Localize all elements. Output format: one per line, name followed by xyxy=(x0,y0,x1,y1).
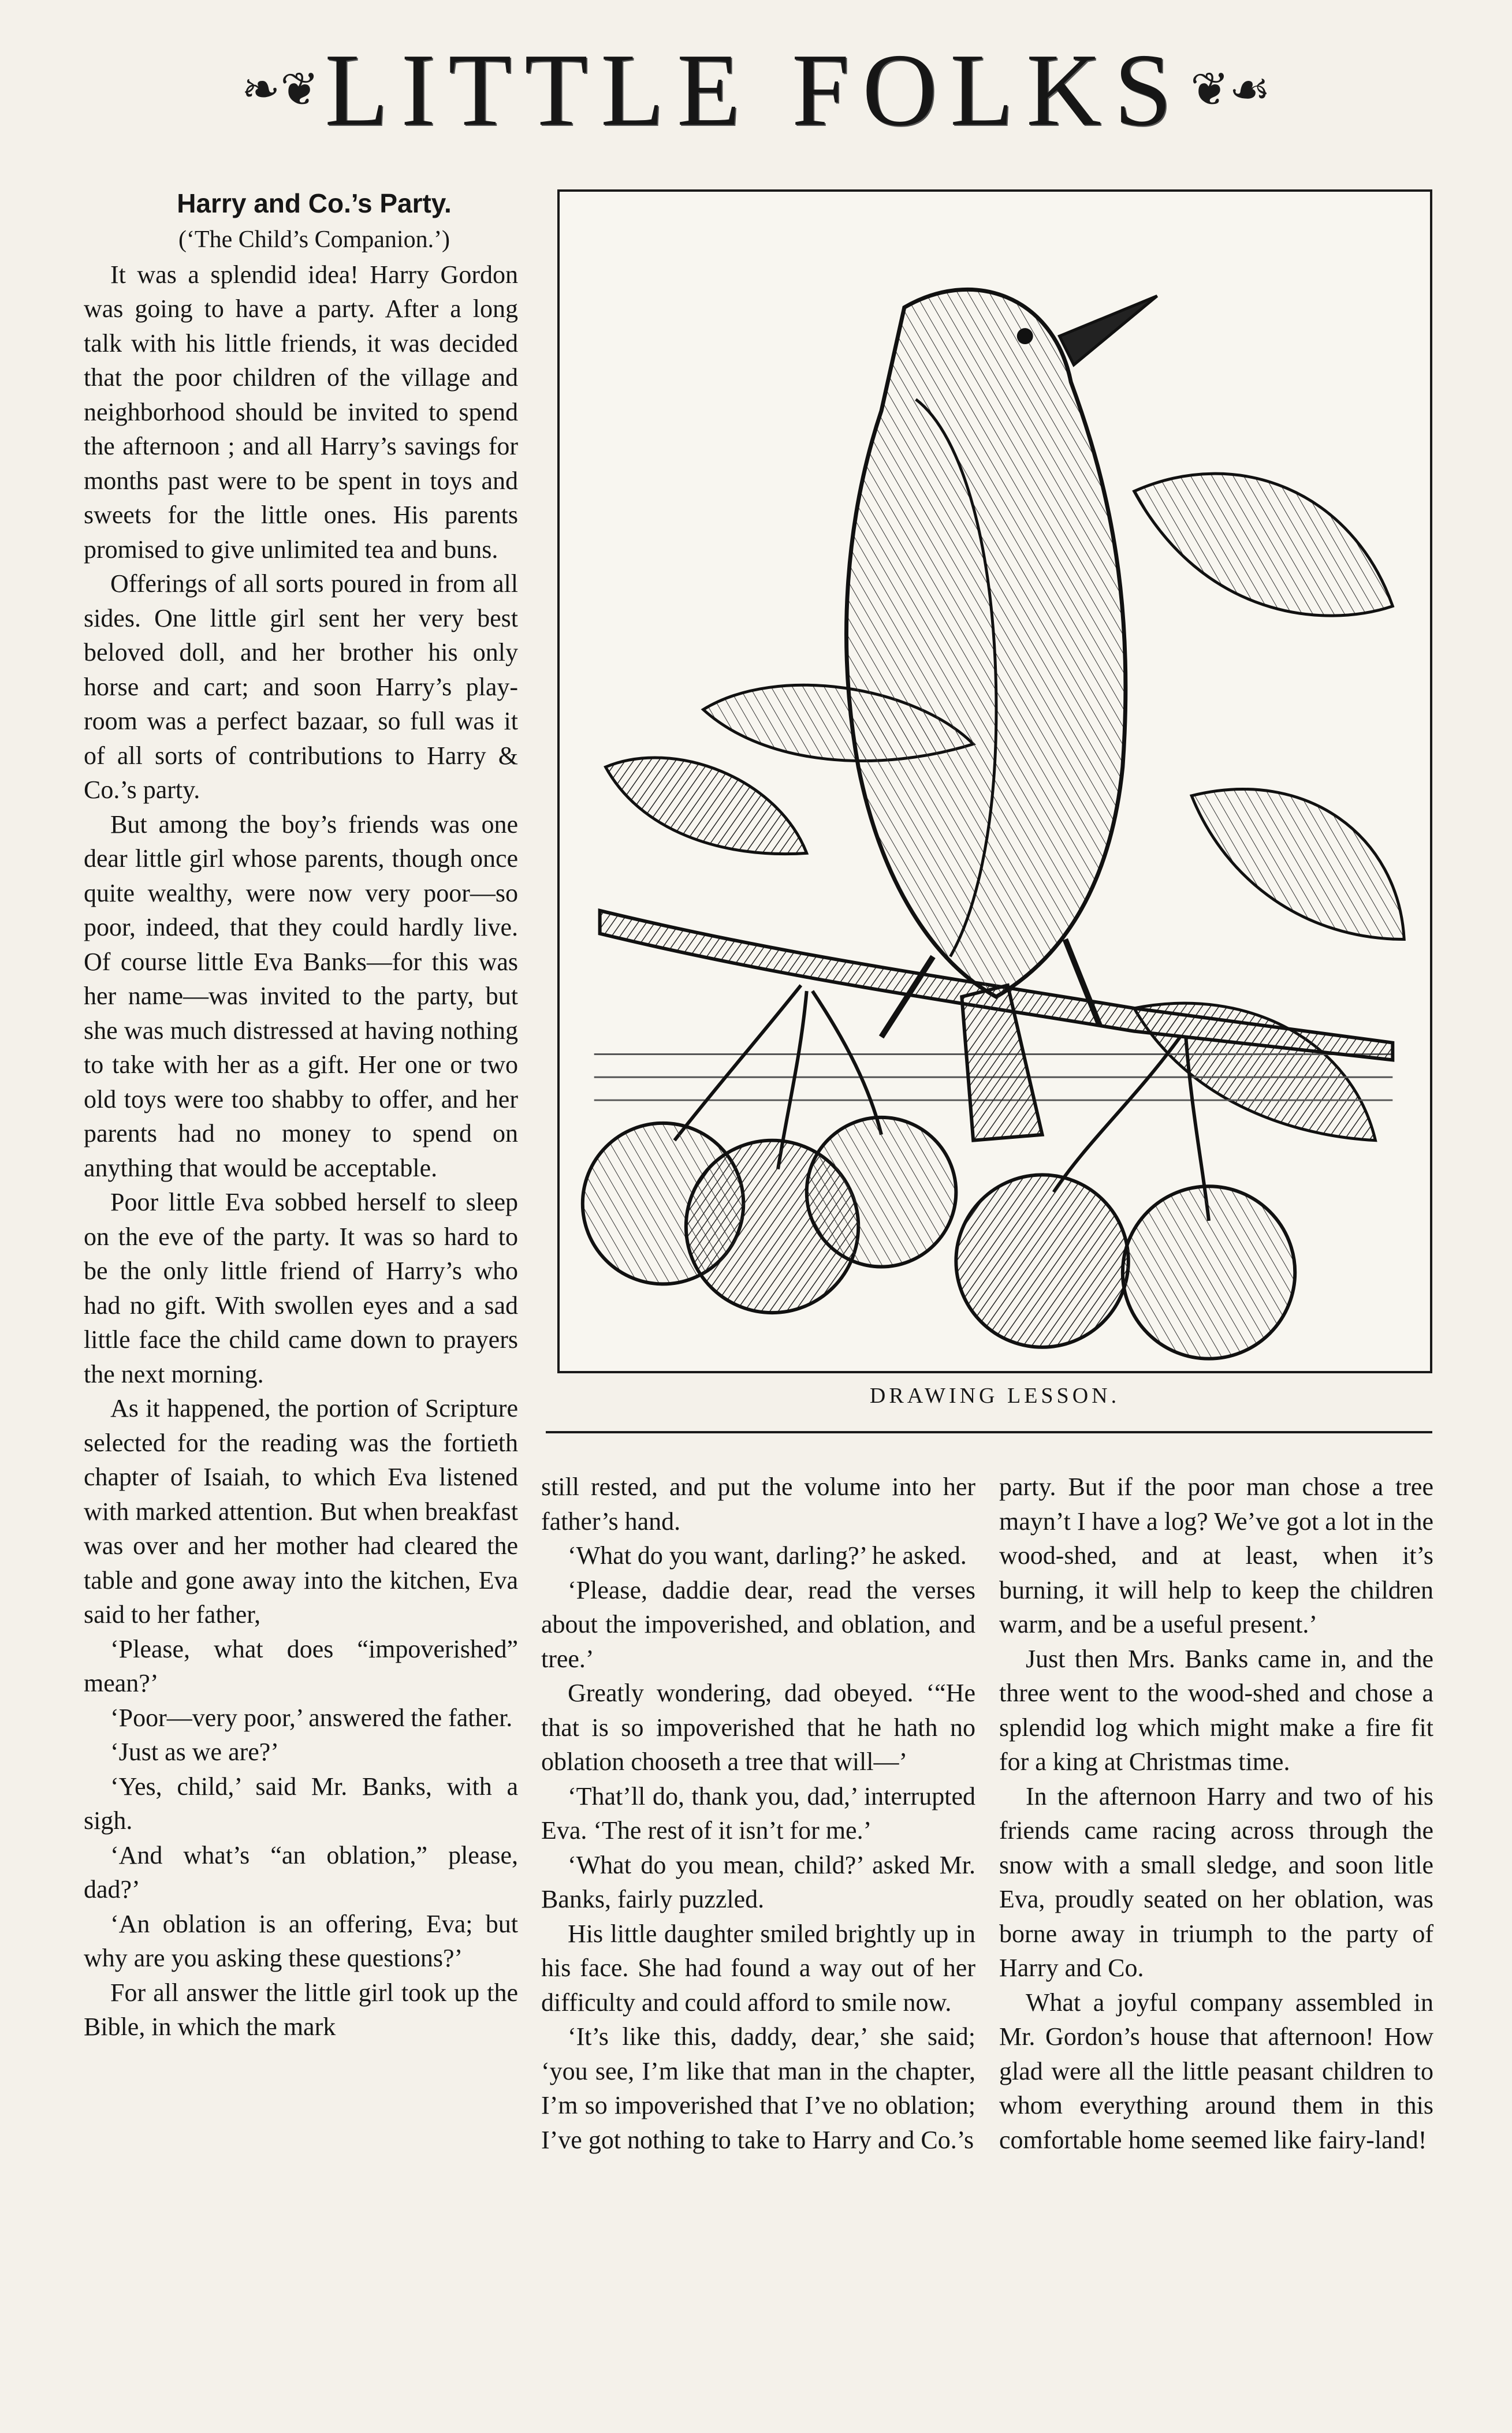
paragraph: ‘Yes, child,’ said Mr. Banks, with a sigh. xyxy=(84,1772,518,1835)
paragraph: ‘What do you mean, child?’ asked Mr. Banks, fairly puzzled. xyxy=(541,1850,975,1913)
paragraph: ‘And what’s “an oblation,” please, dad?’ xyxy=(84,1840,518,1903)
column-middle xyxy=(541,1470,975,2324)
paragraph: Offerings of all sorts poured in from all sides. One little girl sent her very best beloved doll, and her brother his only horse and cart; and soon Harry’s play-room was a perfect bazaar, so full was it of all sorts of contributions to Harry & Co.’s party. xyxy=(84,569,518,804)
column-left xyxy=(84,184,518,2332)
paragraph: Greatly wondering, dad obeyed. ‘“He that is so impoverished that he hath no oblation chooseth a tree that will—’ xyxy=(541,1679,975,1776)
paragraph: ‘Poor—very poor,’ answered the father. xyxy=(110,1703,513,1732)
paragraph: Poor little Eva sobbed herself to sleep on the eve of the party. It was so hard to be the only little friend of Harry’s who had no gift. With swollen eyes and a sad little face the child came down to prayers the next morning. xyxy=(84,1188,518,1388)
paragraph: Just then Mrs. Banks came in, and the three went to the wood-shed and chose a splendid log which might make a fire fit for a king at Christmas time. xyxy=(999,1644,1433,1776)
paragraph: What a joyful company assembled in Mr. Gordon’s house that afternoon! How glad were all the little peasant children to whom everything around them in this comfortable home seemed like fairy-land! xyxy=(999,1988,1433,2154)
paragraph: In the afternoon Harry and two of his friends came racing across through the snow with a small sledge, and soon litle Eva, proudly seated on her oblation, was borne away in triumph to the party of Harry and Co. xyxy=(999,1782,1433,1982)
bird-on-cherry-branch-icon xyxy=(560,192,1430,1371)
paragraph: ‘Please, what does “impoverished” mean?’ xyxy=(84,1634,518,1697)
masthead xyxy=(0,32,1512,147)
paragraph: But among the boy’s friends was one dear little girl whose parents, though once quite wealthy, were now very poor—so poor, indeed, that they could hardly live. Of course little Eva Banks—for this was her name—was invited to the party, but she was much distressed at having nothing to take with her as a gift. Her one or two old toys were too shabby to offer, and her parents had no money to spend on anything that would be acceptable. xyxy=(84,810,518,1182)
paragraph: ‘Just as we are?’ xyxy=(110,1738,279,1766)
paragraph: As it happened, the portion of Scripture selected for the reading was the fortieth chapter of Isaiah, to which Eva listened with marked attention. But when breakfast was over and her mother had cleared the table and gone away into the kitchen, Eva said to her father, xyxy=(84,1394,518,1629)
scroll-ornament-right-icon: ❦☙ xyxy=(1190,65,1271,115)
paragraph: ‘What do you want, darling?’ he asked. xyxy=(568,1541,967,1570)
scroll-ornament-left-icon: ❧❦ xyxy=(241,65,319,115)
paragraph: His little daughter smiled brightly up in his face. She had found a way out of her difficulty and could afford to smile now. xyxy=(541,1919,975,2017)
paragraph: party. But if the poor man chose a tree mayn’t I have a log? We’ve got a lot in the wood-shed, and at least, when it’s burning, it will help to keep the children warm, and be a useful present.’ xyxy=(999,1473,1433,1638)
divider xyxy=(546,1431,1432,1433)
story-title: Harry and Co.’s Party. xyxy=(177,188,452,218)
column-right xyxy=(999,1470,1433,2324)
paragraph: ‘It’s like this, daddy, dear,’ she said; ‘you see, I’m like that man in the chapter, I’m so impoverished that I’ve no oblation; I’ve got nothing to take to Harry and Co.’s xyxy=(541,2022,975,2154)
paragraph: For all answer the little girl took up the Bible, in which the mark xyxy=(84,1978,518,2041)
drawing-lesson-illustration xyxy=(557,189,1432,1373)
paragraph: ‘That’ll do, thank you, dad,’ interrupted Eva. ‘The rest of it isn’t for me.’ xyxy=(541,1782,975,1845)
page-title: LITTLE FOLKS xyxy=(325,32,1185,147)
paragraph: still rested, and put the volume into her father’s hand. xyxy=(541,1473,975,1536)
illustration-caption: DRAWING LESSON. xyxy=(869,1384,1120,1408)
story-source: (‘The Child’s Companion.’) xyxy=(178,226,450,253)
paragraph: ‘An oblation is an offering, Eva; but why are you asking these questions?’ xyxy=(84,1909,518,1972)
paragraph: It was a splendid idea! Harry Gordon was going to have a party. After a long talk with his little friends, it was decided that the poor children of the village and neighborhood should be invited to spend the afternoon ; and all Harry’s savings for months past were to be spent in toys and sweets for the little ones. His parents promised to give unlimited tea and buns. xyxy=(84,260,518,564)
paragraph: ‘Please, daddie dear, read the verses about the impoverished, and oblation, and tree.’ xyxy=(541,1575,975,1673)
